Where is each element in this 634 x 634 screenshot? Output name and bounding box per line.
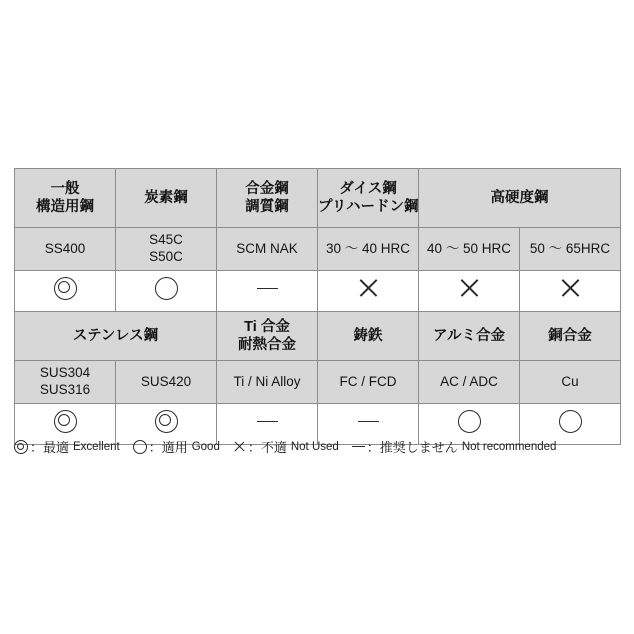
legend-item-not-recommended <box>352 437 557 456</box>
circle-icon <box>155 277 178 300</box>
double-circle-icon <box>155 410 178 433</box>
legend-english: Not Used <box>290 440 339 453</box>
grade-cell-50-65-hrc <box>520 228 621 271</box>
header-line: 構造用鋼 <box>36 199 94 215</box>
dash-icon <box>256 410 279 433</box>
grade-cell-ac-adc <box>419 361 520 404</box>
header-line: プリハードン鋼 <box>318 199 419 215</box>
grade-line: S50C <box>149 249 183 264</box>
dash-icon <box>352 440 365 453</box>
grade-line: SCM NAK <box>236 240 298 256</box>
table-row-other-headers <box>15 312 621 361</box>
header-cell-carbon-steel <box>116 169 217 228</box>
header-line: 高硬度鋼 <box>490 189 549 206</box>
header-line: 調質鋼 <box>245 199 289 215</box>
header-cell-alloy-steel <box>217 169 318 228</box>
grade-line: SS400 <box>44 240 86 256</box>
rating-cell-40-50-hrc <box>419 271 520 312</box>
grade-line: SUS316 <box>39 382 91 397</box>
legend-label: ：推奨しません <box>366 440 458 455</box>
legend-label: ：最適 <box>30 440 70 455</box>
header-line: 合金鋼 <box>245 180 289 197</box>
double-circle-icon <box>14 440 28 454</box>
grade-line: S45C <box>149 232 183 248</box>
rating-cell-s45c-s50c <box>116 271 217 312</box>
grade-line: 50 ～ 65HRC <box>529 240 611 256</box>
header-cell-copper-alloy <box>520 312 621 361</box>
header-line: 炭素鋼 <box>144 189 188 206</box>
cross-icon <box>559 277 582 300</box>
rating-cell-50-65-hrc <box>520 271 621 312</box>
rating-cell-scm-nak <box>217 271 318 312</box>
header-line: Ti 合金 <box>244 318 290 335</box>
grade-cell-sus304-sus316 <box>15 361 116 404</box>
grade-cell-cu <box>520 361 621 404</box>
header-cell-aluminum-alloy <box>419 312 520 361</box>
grade-line: 30 ～ 40 HRC <box>325 240 411 256</box>
table-row-steel-grades <box>15 228 621 271</box>
rating-cell-ss400 <box>15 271 116 312</box>
circle-icon <box>133 440 147 454</box>
legend-english: Excellent <box>73 440 120 453</box>
header-line: 一般 <box>50 180 80 197</box>
header-line: 鋳鉄 <box>353 327 383 344</box>
legend-english: Not recommended <box>461 440 557 453</box>
circle-icon <box>559 410 582 433</box>
grade-cell-scm-nak <box>217 228 318 271</box>
legend-english: Good <box>191 440 220 453</box>
legend-item-good <box>133 437 220 456</box>
grade-cell-ss400 <box>15 228 116 271</box>
legend-label: ：不適 <box>247 440 287 455</box>
grade-line: Ti / Ni Alloy <box>233 373 301 389</box>
header-cell-general-structural <box>15 169 116 228</box>
grade-cell-30-40-hrc <box>318 228 419 271</box>
header-cell-high-hardness-steel <box>419 169 621 228</box>
grade-cell-40-50-hrc <box>419 228 520 271</box>
legend-label: ：適用 <box>148 440 188 455</box>
header-cell-ti-alloy <box>217 312 318 361</box>
header-line: ダイス鋼 <box>339 180 397 197</box>
dash-icon <box>357 410 380 433</box>
table-row-steel-headers <box>15 169 621 228</box>
dash-icon <box>256 277 279 300</box>
table-row-other-grades <box>15 361 621 404</box>
grade-line: SUS304 <box>39 365 91 381</box>
legend-item-excellent <box>14 437 120 456</box>
cross-icon <box>357 277 380 300</box>
header-line: 銅合金 <box>548 327 592 344</box>
header-line: ステンレス鋼 <box>72 327 159 344</box>
rating-cell-30-40-hrc <box>318 271 419 312</box>
header-line: 耐熱合金 <box>238 337 296 353</box>
double-circle-icon <box>54 410 77 433</box>
grade-line: 40 ～ 50 HRC <box>426 240 512 256</box>
matrix-table <box>14 168 621 445</box>
grade-line: Cu <box>561 373 579 389</box>
table-row-steel-marks <box>15 271 621 312</box>
grade-cell-fc-fcd <box>318 361 419 404</box>
material-compatibility-table <box>14 168 620 445</box>
grade-line: AC / ADC <box>440 373 498 389</box>
cross-icon <box>458 277 481 300</box>
header-line: アルミ合金 <box>433 327 505 344</box>
grade-cell-s45c-s50c <box>116 228 217 271</box>
legend-item-not-used <box>233 437 339 456</box>
legend <box>14 437 620 456</box>
grade-cell-sus420 <box>116 361 217 404</box>
header-cell-cast-iron <box>318 312 419 361</box>
grade-line: SUS420 <box>140 373 192 389</box>
circle-icon <box>458 410 481 433</box>
double-circle-icon <box>54 277 77 300</box>
cross-icon <box>233 440 246 453</box>
header-cell-die-steel <box>318 169 419 228</box>
grade-cell-ti-ni-alloy <box>217 361 318 404</box>
grade-line: FC / FCD <box>339 373 397 389</box>
header-cell-stainless-steel <box>15 312 217 361</box>
